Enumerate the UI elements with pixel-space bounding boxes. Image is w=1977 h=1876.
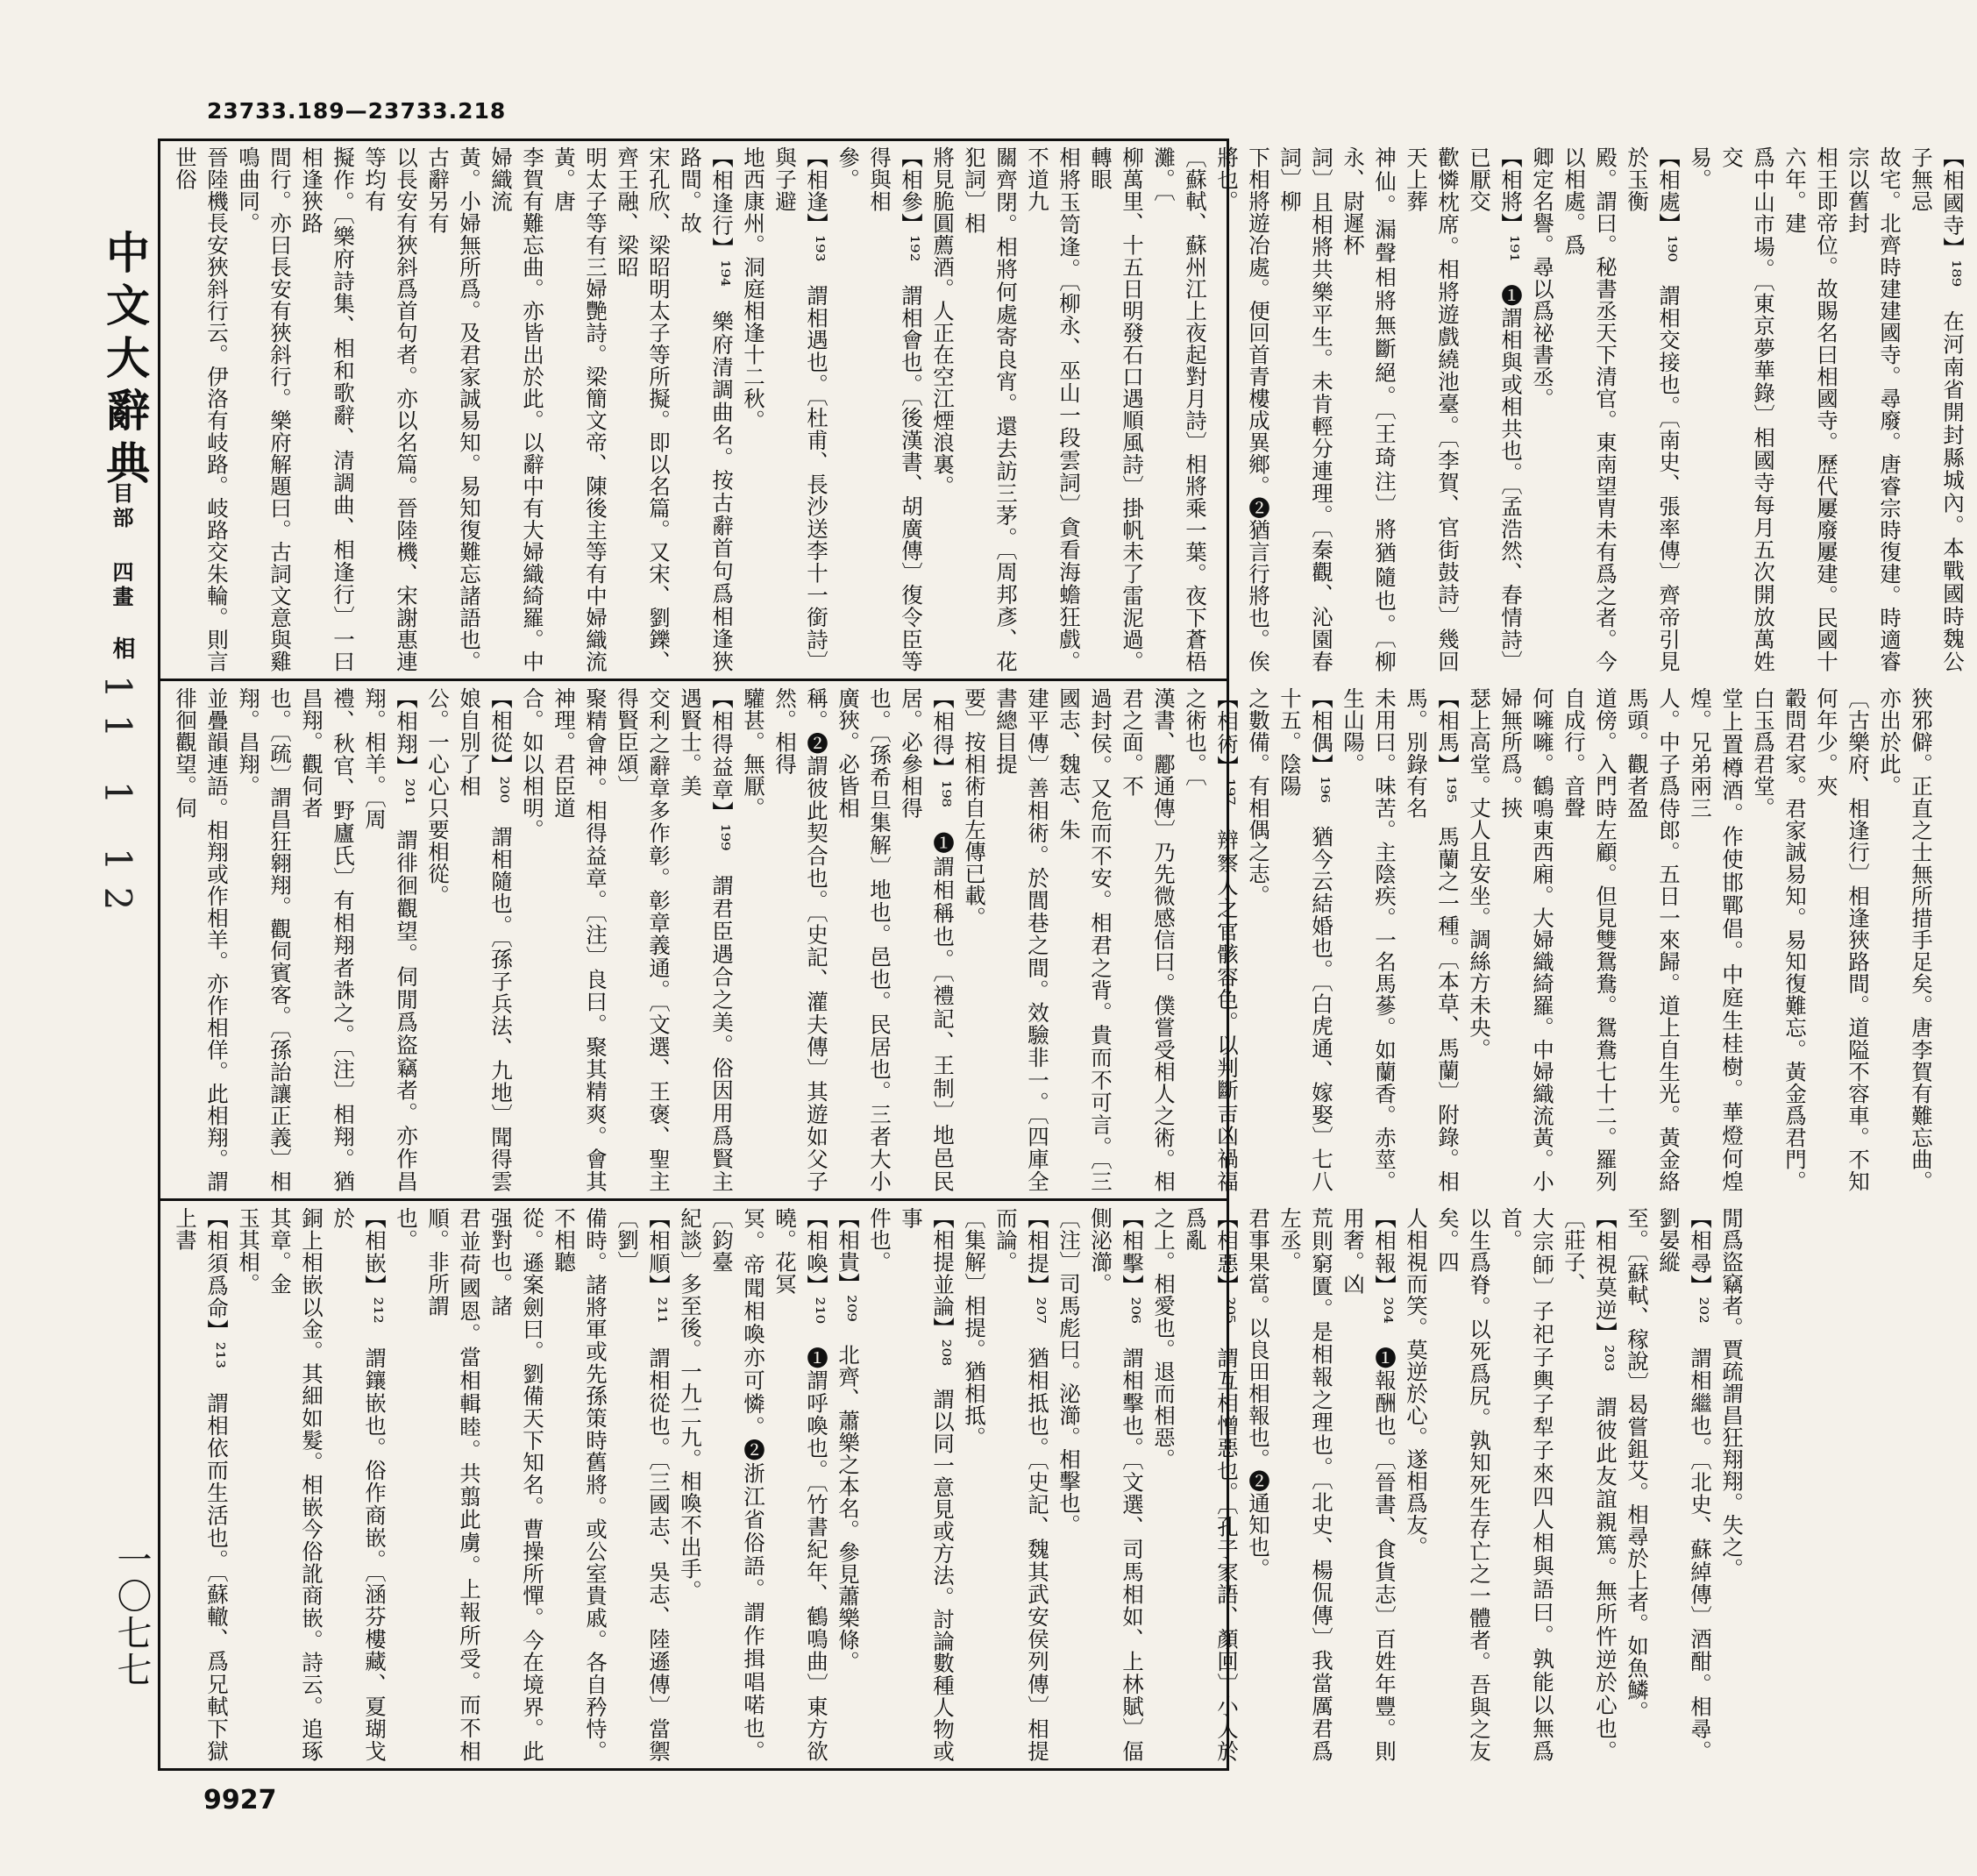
text-column: 狹邪僻。正直之士無所措手足矣。唐李賀有難忘曲。亦出於此。 [1877, 687, 1934, 1192]
text-column: 閒爲盜竊者。賈疏謂昌狂翔翔。失之。 [1719, 1207, 1745, 1580]
text-column: 易。 [1688, 146, 1713, 190]
text-column: 【相國寺】¹⁸⁹ 在河南省開封縣城內。本戰國時魏公子無忌 [1909, 146, 1966, 672]
text-column: 也。 [394, 1207, 419, 1251]
text-column: 轂問君家。君家誠易知。易知復難忘。黃金爲君門。白玉爲君堂。 [1751, 687, 1808, 1192]
text-column: 【相擊】²⁰⁶ 謂相擊也。〔文選、司馬相如、上林賦〕偪側泌瀄。 [1088, 1207, 1145, 1762]
text-column: 並疊韻連語。相翔或作相羊。亦作相佯。此相翔。謂徘徊觀望。伺 [173, 687, 230, 1192]
text-column: 禮、秋官、野廬氏〕有相翔者誅之。〔注〕相翔。猶昌翔。觀伺者 [299, 687, 356, 1192]
text-column: 漢書、酈通傳〕乃先微感信曰。僕嘗受相人之術。相君之面。不 [1120, 687, 1177, 1192]
text-column: 相王即帝位。故賜名曰相國寺。歷代屢廢屢建。民國十六年。建 [1782, 146, 1839, 672]
text-column: 聚精會神。相得益章。〔注〕良曰。聚其精爽。會其神理。君臣道 [551, 687, 608, 1192]
text-column: 明太子等有三婦艷詩。梁簡文帝、陳後主等有中婦織流黃。唐 [551, 146, 608, 672]
text-column: 要〕按相術自左傳已載。 [962, 687, 987, 928]
text-column: 〔蘇軾、蘇州江上夜起對月詩〕相將乘一葉。夜下蒼梧灘。〔 [1151, 146, 1208, 672]
text-column: 君事果當。以良田相報也。❷通知也。 [1246, 1207, 1271, 1580]
text-column: 【相處】¹⁹⁰ 謂相交接也。〔南史、張率傳〕齊帝引見於玉衡 [1625, 146, 1682, 672]
text-column: 【相視莫逆】²⁰³ 謂彼此友誼親篤。無所忤逆於心也。〔莊子、 [1561, 1207, 1618, 1762]
text-column: 【相逢行】¹⁹⁴ 樂府清調曲名。按古辭首句爲相逢狹路間。故 [678, 146, 735, 672]
text-column: 【相貴】²⁰⁹ 北齊、蕭樂之本名。參見蕭樂條。 [836, 1207, 861, 1673]
text-column: 故宅。北齊時建建國寺。尋廢。唐睿宗時復建。時適睿宗以舊封 [1845, 146, 1902, 672]
text-column: 建平傳〕善相術。於閭巷之間。效驗非一。〔四庫全書總目提 [993, 687, 1050, 1192]
text-column: 下相將遊冶處。便回首青樓成異鄉。❷猶言行將也。俟將也。 [1214, 146, 1271, 672]
text-columns [160, 1202, 1756, 1767]
text-column: 【相翔】²⁰¹ 謂徘徊觀望。伺閒爲盜竊者。亦作昌翔。相羊。〔周 [362, 687, 419, 1192]
stroke-count-label: 四畫 [109, 561, 134, 610]
text-column: 瑟上高堂。丈人且安坐。調絲方未央。 [1467, 687, 1492, 1060]
text-column: 【相得】¹⁹⁸ ❶謂相稱也。〔禮記、王制〕地邑民居。必參相得 [899, 687, 956, 1192]
text-column: 殿。謂曰。秘書丞天下清官。東南望胄未有爲之者。今以相處。爲 [1561, 146, 1618, 672]
text-column: 〔注〕司馬彪曰。泌瀄。相擊也。 [1056, 1207, 1082, 1536]
text-column: 【相得益章】¹⁹⁹ 謂君臣遇合之美。俗因用爲賢主遇賢士。美 [678, 687, 735, 1192]
text-band-bottom [160, 1202, 1745, 1767]
text-column: 堂上置樽酒。作使邯鄲倡。中庭生桂樹。華燈何煌煌。兄弟兩三 [1688, 687, 1745, 1192]
text-columns [160, 141, 1977, 678]
text-column: 【相尋】²⁰² 謂相繼也。〔北史、蘇綽傳〕酒酣。相尋。劉晏縱 [1656, 1207, 1713, 1762]
text-band-middle [160, 682, 1934, 1197]
text-column: 也。〔孫希旦集解〕地也。邑也。民居也。三者大小廣狹。必皆相 [836, 687, 892, 1192]
text-column: 人。中子爲侍郎。五日一來歸。道上自生光。黃金絡馬頭。觀者盈 [1625, 687, 1682, 1192]
text-column: 擬作。〔樂府詩集、相和歌辭、清調曲、相逢行〕一曰相逢狹路 [299, 146, 356, 672]
text-column: 相將玉笥逢。〔柳永、巫山一段雲詞〕貪看海蟾狂戲。不道九 [1025, 146, 1082, 672]
text-column: 也。〔疏〕謂昌狂翱翔。觀伺賓客。〔孫詒讓正義〕相翔。昌翔。 [236, 687, 293, 1192]
text-column: 歡憐枕席。相將遊戲繞池臺。〔李賀、官街鼓詩〕幾回天上葬 [1404, 146, 1461, 672]
text-column: 黃。小婦無所爲。及君家誠易知。易知復難忘諸語也。古辭另有 [425, 146, 482, 672]
text-column: 【相須爲命】²¹³ 謂相依而生活也。〔蘇轍、爲兄軾下獄上書 [173, 1207, 230, 1762]
text-column: 【相嵌】²¹² 謂鑲嵌也。俗作商嵌。〔涵芬樓藏、夏瑚戈於 [331, 1207, 388, 1762]
text-column: 公。一心心只要相從。 [425, 687, 451, 906]
band-divider [160, 1198, 1227, 1201]
dictionary-title: 中文大辭典 [99, 230, 151, 493]
text-band-top [160, 141, 1966, 678]
text-column: 君並荷國恩。當相輯睦。共翦此虜。上報所受。而不相順。非所謂 [425, 1207, 482, 1762]
text-column: 間行。亦曰長安有狹斜行。樂府解題曰。古詞文意與雞鳴曲同。 [236, 146, 293, 672]
page-number: 一〇七七 [111, 1541, 152, 1688]
text-column: 晉陸機長安狹斜行云。伊洛有岐路。岐路交朱輪。則言世俗 [173, 146, 230, 672]
text-column: 地西康州。洞庭相逢十二秋。 [741, 146, 766, 431]
text-column: 大宗師〕子祀子輿子犁子來四人相與語曰。孰能以無爲首。 [1498, 1207, 1555, 1762]
text-column: 神仙。漏聲相將無斷絕。〔王琦注〕將猶隨也。〔柳永、尉遲杯 [1341, 146, 1397, 672]
page-range-header: 23733.189—23733.218 [207, 98, 507, 124]
text-column: 至。〔蘇軾、稼說〕曷嘗鉏艾。相尋於上者。如魚鱗。 [1625, 1207, 1650, 1723]
text-column: 紀談〕多至後。一九二九。相喚不出手。 [678, 1207, 703, 1602]
text-column: 宋孔欣、梁昭明太子等所擬。即以名篇。又宋、劉鑠、齊王融、梁昭 [615, 146, 672, 672]
text-column: 玉其相。 [236, 1207, 261, 1295]
text-column: 銅上相嵌以金。其細如髮。相嵌今俗訛商嵌。詩云。追琢其章。金 [267, 1207, 324, 1762]
text-column: 關齊閉。相將何處寄良宵。還去訪三茅。〔周邦彥、花犯詞〕相 [962, 146, 1019, 672]
text-column: 【相術】¹⁹⁷ 辨察人之官骸容色。以判斷吉凶禍福之術也。〔 [1183, 687, 1240, 1192]
text-column: 從。遜案劍曰。劉備天下知名。曹操所憚。今在境界。此强對也。諸 [488, 1207, 545, 1762]
text-columns [160, 682, 1945, 1197]
text-column: 〔古樂府、相逢行〕相逢狹路間。道隘不容車。不知何年少。夾 [1814, 687, 1871, 1192]
text-column: 卿定名譽。尋以爲祕書丞。 [1530, 146, 1555, 409]
text-column: 荒則窮匱。是相報之理也。〔北史、楊侃傳〕我當厲君爲左丞。 [1277, 1207, 1334, 1762]
text-column: 【相將】¹⁹¹ ❶謂相與或相共也。〔孟浩然、春情詩〕已厭交 [1467, 146, 1524, 672]
text-column: 柳萬里、十五日明發石口遇順風詩〕掛帆未了雷泥過。轉眼 [1088, 146, 1145, 672]
text-column: 爲中山市場。〔東京夢華錄〕相國寺每月五次開放萬姓交 [1719, 146, 1776, 672]
text-column: 人相視而笑。莫逆於心。遂相爲友。 [1404, 1207, 1429, 1558]
text-column: 【相逢】¹⁹³ 謂相遇也。〔杜甫、長沙送李十一銜詩〕與子避 [772, 146, 829, 672]
text-column: 【相順】²¹¹ 謂相從也。〔三國志、吳志、陸遜傳〕當禦〔劉〕 [615, 1207, 672, 1762]
text-column: 合。如以相明。 [520, 687, 545, 841]
text-column: 過封侯。又危而不安。相君之背。貴而不可言。〔三國志、魏志、朱 [1056, 687, 1113, 1192]
text-column: 李賀有難忘曲。亦皆出於此。以辭中有大婦織綺羅。中婦織流 [488, 146, 545, 672]
text-column: 【相偶】¹⁹⁶ 猶今云結婚也。〔白虎通、嫁娶〕七八十五。陰陽 [1277, 687, 1334, 1192]
text-column: 備時。諸將軍或先孫策時舊將。或公室貴戚。各自矜恃。不相聽 [551, 1207, 608, 1762]
text-column: 之數備。有相偶之志。 [1246, 687, 1271, 906]
text-column: 將見脆圓薦酒。人正在空江煙浪裏。 [930, 146, 956, 497]
text-column: 件也。 [867, 1207, 892, 1273]
footer-number: 9927 [203, 1785, 277, 1816]
text-column: 何噰噰。鶴鳴東西廂。大婦織綺羅。中婦織流黃。小婦無所爲。挾 [1498, 687, 1555, 1192]
text-column: 【相喚】²¹⁰ ❶謂呼喚也。〔竹書紀年、鶴鳴曲〕東方欲曉。花冥 [772, 1207, 829, 1762]
text-column: 【相馬】¹⁹⁵ 馬蘭之一種。〔本草、馬蘭〕附錄。相馬。別錄有名 [1404, 687, 1461, 1192]
text-column: 【相提】²⁰⁷ 猶相抵也。〔史記、魏其武安侯列傳〕相提而論。 [993, 1207, 1050, 1762]
text-column: 詞〕且相將共樂平生。未肯輕分連理。〔秦觀、沁園春詞〕柳 [1277, 146, 1334, 672]
text-column: 交利之辭章多作彰。彰章義通。〔文選、王褒、聖主得賢臣頌〕 [615, 687, 672, 1192]
band-divider [160, 679, 1227, 681]
text-column: 未用曰。味苦。主陰疾。一名馬蔘。如蘭香。赤莖。生山陽。 [1341, 687, 1397, 1192]
text-column: 〔集解〕相提。猶相抵。 [962, 1207, 987, 1448]
text-column: 以長安有狹斜爲首句者。亦以名篇。晉陸機、宋謝惠連等均有 [362, 146, 419, 672]
text-column: 以生爲脊。以死爲尻。孰知死生存亡之一體者。吾與之友矣。四 [1435, 1207, 1492, 1762]
head-character: 相 [109, 636, 135, 659]
text-column: 【相提並論】²⁰⁸ 謂以同一意見或方法。討論數種人物或事 [899, 1207, 956, 1762]
text-column: 【相參】¹⁹² 謂相會也。〔後漢書、胡廣傳〕復令臣等得與相 [867, 146, 924, 672]
text-column: 之上。相愛也。退而相惡。 [1151, 1207, 1177, 1470]
text-column: 冥。帝聞相喚亦可憐。❷浙江省俗語。謂作揖唱喏也。〔鈞臺 [709, 1207, 766, 1762]
text-column: 稱。❷謂彼此契合也。〔史記、灌夫傳〕其遊如父子然。相得 [772, 687, 829, 1192]
text-column: 驩甚。無厭。 [741, 687, 766, 819]
handwritten-annotation: 11 1 12 [96, 675, 139, 927]
text-column: 參。 [836, 146, 861, 190]
text-column: 道傍。入門時左顧。但見雙鴛鴦。鴛鴦七十二。羅列自成行。音聲 [1561, 687, 1618, 1192]
radical-label: 目部 [109, 482, 134, 531]
text-column: 【相從】²⁰⁰ 謂相隨也。〔孫子兵法、九地〕聞得雲娘自別了相 [457, 687, 514, 1192]
text-column: 【相報】²⁰⁴ ❶報酬也。〔晉書、食貨志〕百姓年豐。則用奢。凶 [1341, 1207, 1397, 1762]
text-column: 【相惡】²⁰⁵ 謂互相憎惡也。〔孔子家語、顏回〕小人於爲亂 [1183, 1207, 1240, 1762]
